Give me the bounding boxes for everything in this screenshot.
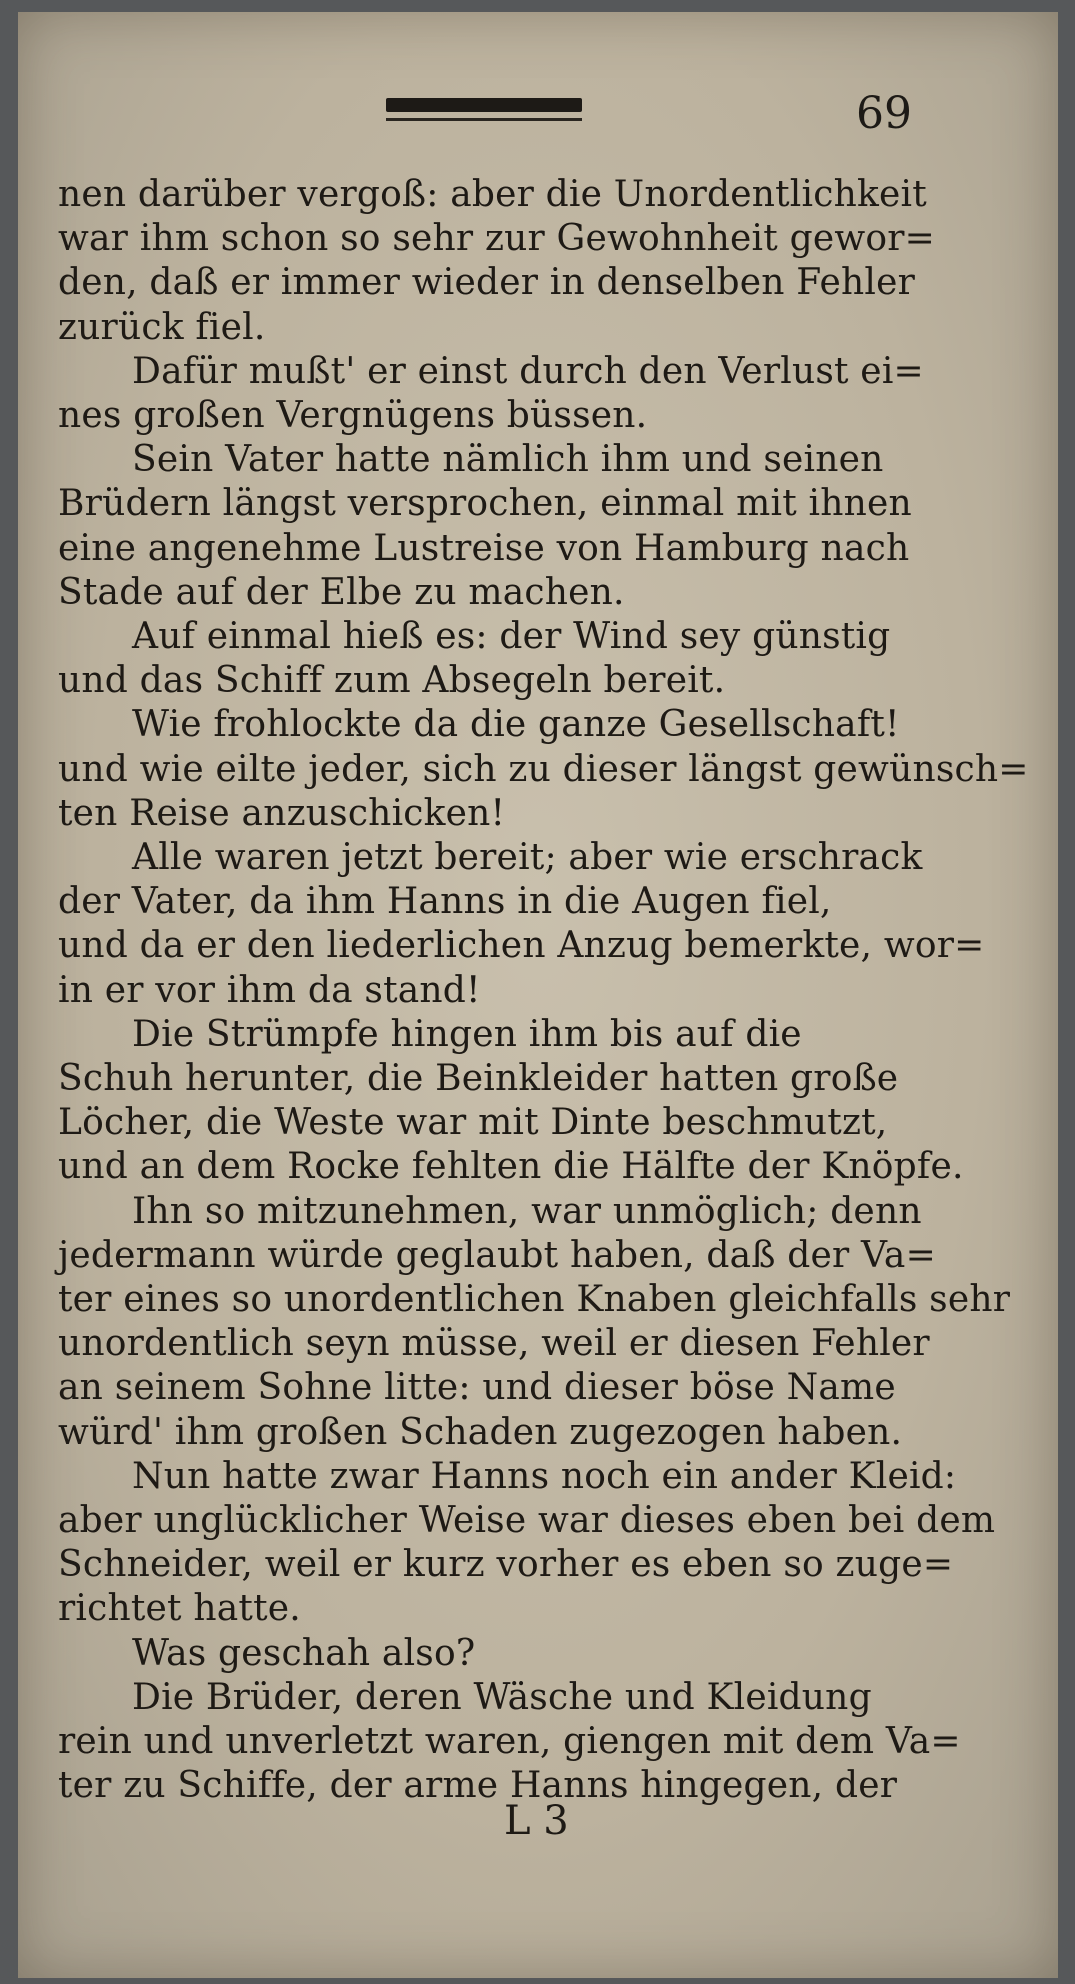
page-number: 69 (856, 88, 912, 139)
header-rule-thin (386, 118, 582, 121)
text-line: Wie frohlockte da die ganze Gesellschaft! (132, 704, 900, 746)
text-line: eine angenehme Lustreise von Hamburg nach (58, 527, 910, 569)
text-line: an seinem Sohne litte: und dieser böse Name (58, 1367, 896, 1409)
text-line: und an dem Rocke fehlten die Hälfte der Knöpfe. (58, 1146, 964, 1188)
text-line: Ihn so mitzunehmen, war unmöglich; denn (132, 1190, 922, 1232)
text-line: Löcher, die Weste war mit Dinte beschmutzt, (58, 1102, 888, 1144)
text-line: Auf einmal hieß es: der Wind sey günstig (132, 616, 891, 657)
text-line: den, daß er immer wieder in denselben Fehler (58, 262, 916, 304)
text-line: richtet hatte. (58, 1588, 301, 1630)
text-line: ter eines so unordentlichen Knaben gleichfalls sehr (58, 1279, 1011, 1320)
text-line: ten Reise anzuschicken! (58, 792, 506, 834)
text-line: rein und unverletzt waren, giengen mit dem Va= (58, 1721, 961, 1762)
text-line: Dafür mußt' er einst durch den Verlust ei= (132, 350, 924, 392)
text-line: Die Brüder, deren Wäsche und Kleidung (132, 1676, 872, 1718)
text-line: und das Schiff zum Absegeln bereit. (58, 660, 726, 702)
text-line: Sein Vater hatte nämlich ihm und seinen (132, 439, 884, 481)
text-line: aber unglücklicher Weise war dieses eben bei dem (58, 1500, 996, 1541)
text-line: war ihm schon so sehr zur Gewohnheit gewor= (58, 218, 935, 260)
text-line: würd' ihm großen Schaden zugezogen haben. (58, 1411, 903, 1453)
text-line: jedermann würde geglaubt haben, daß der Va= (58, 1234, 936, 1276)
text-line: Was geschah also? (132, 1632, 476, 1674)
text-line: zurück fiel. (58, 306, 266, 348)
text-line: Brüdern längst versprochen, einmal mit ihnen (58, 483, 912, 525)
book-page (18, 12, 1058, 1978)
text-line: Alle waren jetzt bereit; aber wie erschrack (132, 837, 923, 878)
signature-mark: L 3 (504, 1798, 569, 1844)
text-line: und wie eilte jeder, sich zu dieser längst gewünsch= (58, 748, 1029, 790)
text-line: Die Strümpfe hingen ihm bis auf die (132, 1013, 802, 1055)
text-line: der Vater, da ihm Hanns in die Augen fiel, (58, 881, 832, 923)
text-line: ter zu Schiffe, der arme Hanns hingegen, der (58, 1765, 898, 1807)
text-line: nes großen Vergnügens büssen. (58, 395, 648, 436)
text-line: Nun hatte zwar Hanns noch ein ander Kleid: (132, 1455, 957, 1497)
text-line: in er vor ihm da stand! (58, 969, 481, 1011)
text-line: unordentlich seyn müsse, weil er diesen Fehler (58, 1323, 930, 1365)
text-line: und da er den liederlichen Anzug bemerkte, wor= (58, 925, 985, 967)
header-rule (386, 98, 582, 112)
text-line: nen darüber vergoß: aber die Unordentlichkeit (58, 174, 927, 215)
text-line: Schneider, weil er kurz vorher es eben so zuge= (58, 1544, 954, 1586)
text-line: Stade auf der Elbe zu machen. (58, 571, 625, 613)
text-line: Schuh herunter, die Beinkleider hatten große (58, 1058, 899, 1099)
